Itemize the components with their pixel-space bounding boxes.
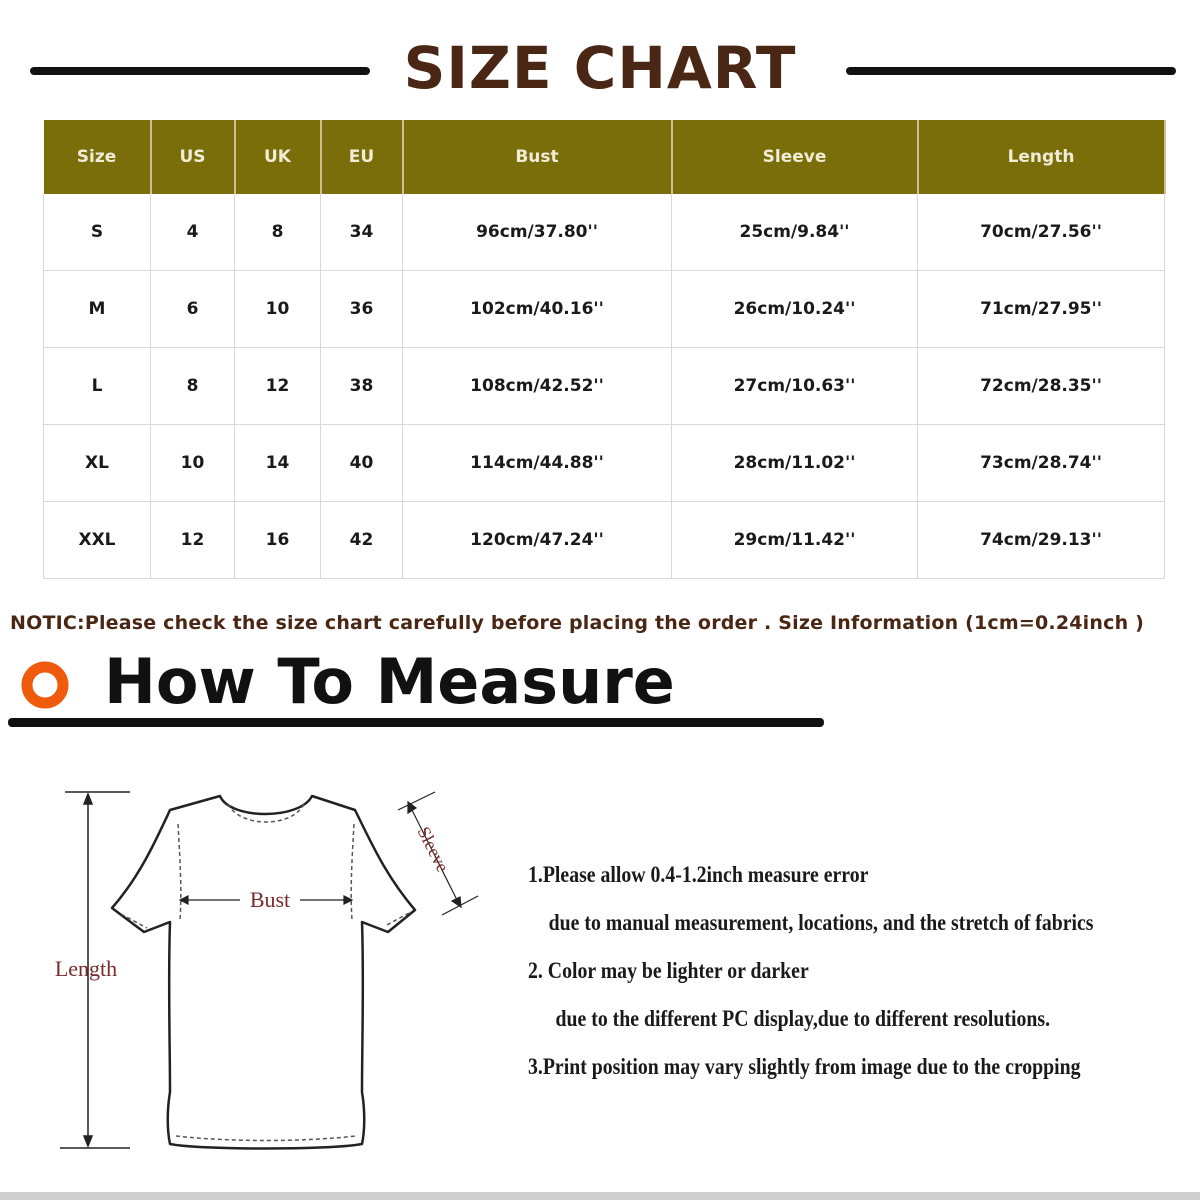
note-line: due to the different PC display,due to different resolutions. (555, 1006, 1051, 1031)
size-notice: NOTIC:Please check the size chart carefully before placing the order . Size Information (1cm=0.24inch ) (10, 612, 1145, 634)
table-row (44, 425, 1165, 502)
cell-uk: 16 (235, 502, 321, 579)
cell-us: 10 (151, 425, 235, 502)
table-header-row (44, 120, 1165, 194)
cell-bust: 120cm/47.24'' (403, 502, 672, 579)
column-header-bust: Bust (403, 120, 672, 194)
cell-sleeve: 27cm/10.63'' (672, 348, 918, 425)
table-row (44, 271, 1165, 348)
column-header-us: US (151, 120, 235, 194)
cell-eu: 40 (321, 425, 403, 502)
note-line: due to manual measurement, locations, and the stretch of fabrics (548, 910, 1094, 935)
cell-bust: 102cm/40.16'' (403, 271, 672, 348)
table-row (44, 502, 1165, 579)
note-line: 3.Print position may vary slightly from image due to the cropping (528, 1054, 1081, 1079)
cell-us: 6 (151, 271, 235, 348)
cell-uk: 8 (235, 194, 321, 271)
cell-length: 70cm/27.56'' (918, 194, 1165, 271)
cell-sleeve: 25cm/9.84'' (672, 194, 918, 271)
column-header-length: Length (918, 120, 1165, 194)
note-line: 1.Please allow 0.4-1.2inch measure error (528, 862, 869, 887)
column-header-size: Size (44, 120, 151, 194)
table-row (44, 194, 1165, 271)
cell-uk: 10 (235, 271, 321, 348)
sleeve-label: Sleeve (413, 823, 454, 876)
column-header-uk: UK (235, 120, 321, 194)
size-chart-table (43, 120, 1166, 579)
cell-sleeve: 26cm/10.24'' (672, 271, 918, 348)
cell-length: 72cm/28.35'' (918, 348, 1165, 425)
title-rule-right (846, 67, 1176, 75)
tshirt-outline-icon (30, 780, 490, 1160)
bottom-divider (0, 1192, 1200, 1200)
cell-length: 71cm/27.95'' (918, 271, 1165, 348)
cell-us: 8 (151, 348, 235, 425)
cell-length: 74cm/29.13'' (918, 502, 1165, 579)
cell-uk: 12 (235, 348, 321, 425)
cell-sleeve: 28cm/11.02'' (672, 425, 918, 502)
cell-eu: 38 (321, 348, 403, 425)
column-header-sleeve: Sleeve (672, 120, 918, 194)
cell-uk: 14 (235, 425, 321, 502)
cell-eu: 34 (321, 194, 403, 271)
ring-bullet-icon (20, 660, 70, 710)
cell-size: M (44, 271, 151, 348)
note-line: 2. Color may be lighter or darker (528, 958, 809, 983)
cell-size: L (44, 348, 151, 425)
cell-size: XL (44, 425, 151, 502)
cell-size: S (44, 194, 151, 271)
column-header-eu: EU (321, 120, 403, 194)
cell-eu: 36 (321, 271, 403, 348)
measure-underline (8, 718, 824, 727)
cell-eu: 42 (321, 502, 403, 579)
table-row (44, 348, 1165, 425)
cell-bust: 108cm/42.52'' (403, 348, 672, 425)
measure-title: How To Measure (104, 645, 675, 718)
bust-label: Bust (249, 887, 291, 912)
title-rule-left (30, 67, 370, 75)
length-label: Length (54, 956, 118, 981)
cell-size: XXL (44, 502, 151, 579)
cell-sleeve: 29cm/11.42'' (672, 502, 918, 579)
cell-us: 4 (151, 194, 235, 271)
cell-length: 73cm/28.74'' (918, 425, 1165, 502)
cell-us: 12 (151, 502, 235, 579)
cell-bust: 114cm/44.88'' (403, 425, 672, 502)
page-title: SIZE CHART (403, 34, 797, 102)
cell-bust: 96cm/37.80'' (403, 194, 672, 271)
